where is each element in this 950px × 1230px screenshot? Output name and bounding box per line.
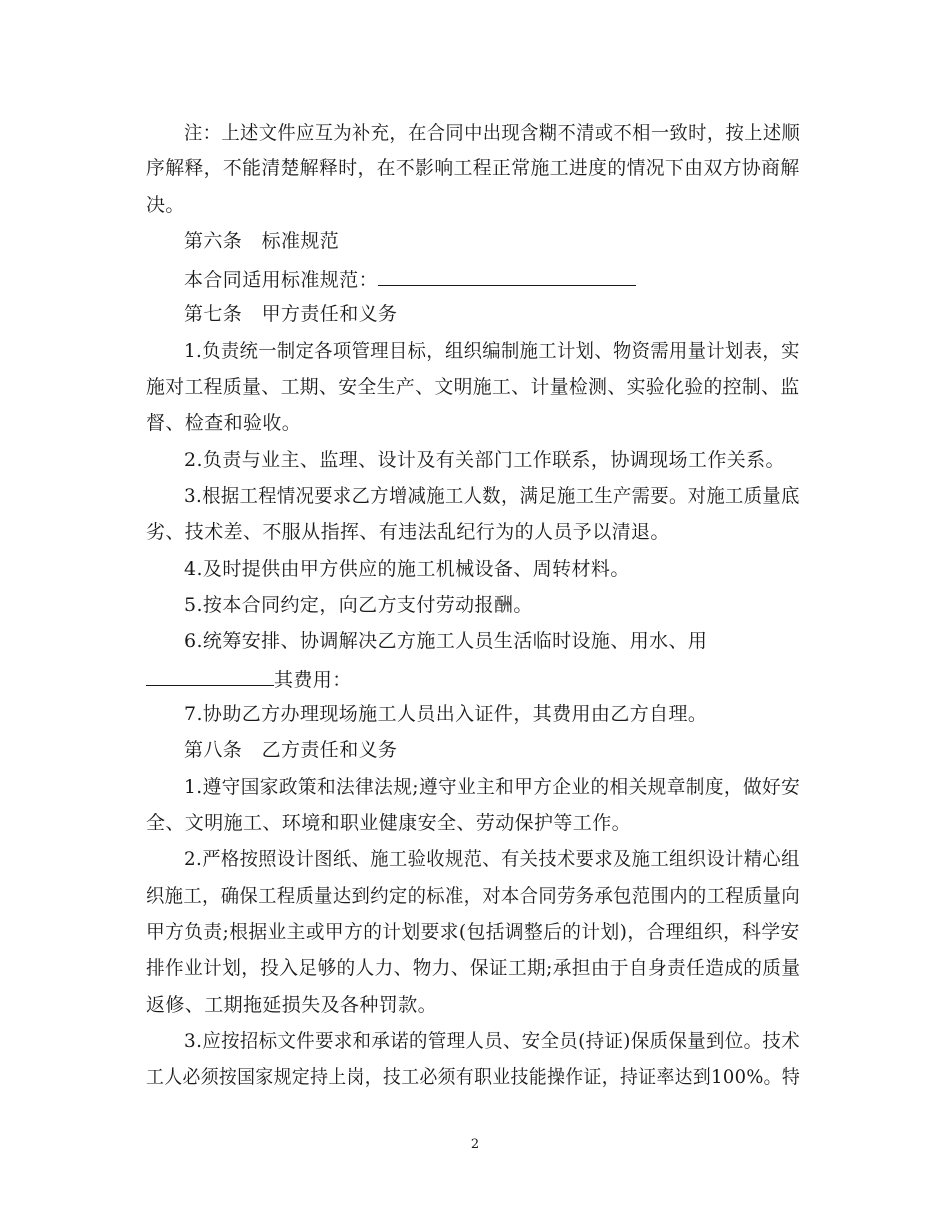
art8-item3-line-2: 工人必须按国家规定持上岗，技工必须有职业技能操作证，持证率达到100%。特 [146,1066,801,1088]
art7-item1-line-3: 督、检查和验收。 [146,412,302,434]
art7-item1-line-2: 施对工程质量、工期、安全生产、文明施工、计量检测、实验化验的控制、监 [146,376,800,398]
standards-blank [378,266,636,286]
art7-item5: 5.按本合同约定，向乙方支付劳动报酬。 [184,594,533,616]
art7-item1-line-1: 1.负责统一制定各项管理目标，组织编制施工计划、物资需用量计划表，实 [184,340,800,362]
note-line-1: 注：上述文件应互为补充，在合同中出现含糊不清或不相一致时，按上述顺 [184,122,801,144]
standards-label: 本合同适用标准规范： [184,269,379,291]
art8-item1-line-1: 1.遵守国家政策和法律法规;遵守业主和甲方企业的相关规章制度，做好安 [184,776,801,798]
article-6-standards-line [184,266,636,292]
note-line-3: 决。 [146,194,185,216]
art8-item2-line-3: 甲方负责;根据业主或甲方的计划要求(包括调整后的计划)，合理组织，科学安 [146,921,800,943]
art8-item2-line-2: 织施工，确保工程质量达到约定的标准，对本合同劳务承包范围内的工程质量向 [146,885,801,907]
art8-item1-line-2: 全、文明施工、环境和职业健康安全、劳动保护等工作。 [146,812,632,834]
art7-item3-line-1: 3.根据工程情况要求乙方增减施工人数，满足施工生产需要。对施工质量底 [184,485,800,507]
art7-item6-line-2 [146,666,352,692]
fee-blank [146,666,274,686]
art8-item2-line-4: 排作业计划，投入足够的人力、物力、保证工期;承担由于自身责任造成的质量 [146,957,801,979]
article-6-heading: 第六条 标准规范 [184,230,340,252]
art7-item7: 7.协助乙方办理现场施工人员出入证件，其费用由乙方自理。 [184,703,708,725]
art7-item4: 4.及时提供由甲方供应的施工机械设备、周转材料。 [184,558,630,580]
art8-item3-line-1: 3.应按招标文件要求和承诺的管理人员、安全员(持证)保质保量到位。技术 [184,1030,800,1052]
art7-item2: 2.负责与业主、监理、设计及有关部门工作联系，协调现场工作关系。 [184,449,785,471]
article-7-heading: 第七条 甲方责任和义务 [184,303,398,325]
art7-item3-line-2: 劣、技术差、不服从指挥、有违法乱纪行为的人员予以清退。 [146,521,670,543]
note-line-2: 序解释，不能清楚解释时，在不影响工程正常施工进度的情况下由双方协商解 [146,157,800,179]
art8-item2-line-1: 2.严格按照设计图纸、施工验收规范、有关技术要求及施工组织设计精心组 [184,848,800,870]
art8-item2-line-5: 返修、工期拖延损失及各种罚款。 [146,994,438,1016]
fee-suffix: 其费用： [274,669,352,691]
page-number: 2 [470,1137,480,1152]
article-8-heading: 第八条 乙方责任和义务 [184,739,398,761]
art7-item6-line-1: 6.统筹安排、协调解决乙方施工人员生活临时设施、用水、用 [184,630,708,652]
